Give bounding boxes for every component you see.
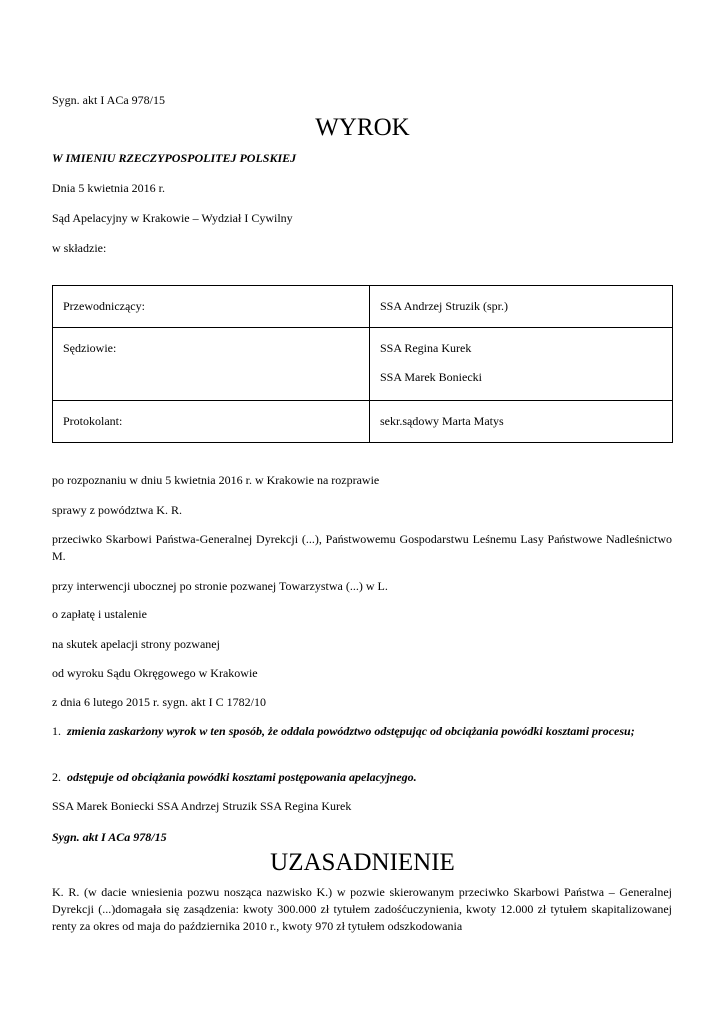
ruling-text: zmienia zaskarżony wyrok w ten sposób, że oddala powództwo odstępując od obciążania powódki kosztami procesu; bbox=[67, 724, 635, 738]
signatures: SSA Marek Boniecki SSA Andrzej Struzik SSA Regina Kurek bbox=[52, 799, 352, 813]
ruling-number: 1. bbox=[52, 724, 61, 738]
date-line: Dnia 5 kwietnia 2016 r. bbox=[52, 181, 165, 195]
bench-table bbox=[52, 285, 673, 443]
judges-cell bbox=[370, 328, 673, 400]
case-reference: Sygn. akt I ACa 978/15 bbox=[52, 93, 165, 107]
clerk-label: Protokolant: bbox=[53, 400, 370, 442]
case-reference-2: Sygn. akt I ACa 978/15 bbox=[52, 830, 167, 844]
intervention-line: przy interwencji ubocznej po stronie pozwanej Towarzystwa (...) w L. bbox=[52, 579, 388, 593]
ruling-text: odstępuje od obciążania powódki kosztami postępowania apelacyjnego. bbox=[67, 770, 417, 784]
judge-name: SSA Regina Kurek bbox=[380, 341, 472, 356]
bench-row-clerk bbox=[53, 400, 673, 442]
clerk-name: sekr.sądowy Marta Matys bbox=[370, 400, 673, 442]
dated-line: z dnia 6 lutego 2015 r. sygn. akt I C 1782/10 bbox=[52, 695, 266, 709]
composition-label: w składzie: bbox=[52, 241, 107, 255]
considered-line: po rozpoznaniu w dniu 5 kwietnia 2016 r. w Krakowie na rozprawie bbox=[52, 473, 380, 487]
ruling-item bbox=[52, 723, 672, 740]
subject-line: o zapłatę i ustalenie bbox=[52, 607, 147, 621]
judge-name: SSA Marek Boniecki bbox=[380, 370, 482, 385]
presiding-label: Przewodniczący: bbox=[53, 286, 370, 328]
justification-title: UZASADNIENIE bbox=[270, 849, 455, 876]
bench-row-presiding bbox=[53, 286, 673, 328]
court-line: Sąd Apelacyjny w Krakowie – Wydział I Cywilny bbox=[52, 211, 293, 225]
judgment-title: WYROK bbox=[315, 114, 410, 141]
judges-label: Sędziowie: bbox=[53, 328, 370, 400]
appeal-line: na skutek apelacji strony pozwanej bbox=[52, 637, 220, 651]
against-line: przeciwko Skarbowi Państwa-Generalnej Dyrekcji (...), Państwowemu Gospodarstwu Leśnemu Lasy Państwowe Nadleśnictwo M. bbox=[52, 532, 672, 563]
invocation: W IMIENIU RZECZYPOSPOLITEJ POLSKIEJ bbox=[52, 151, 297, 165]
bench-row-judges bbox=[53, 328, 673, 400]
presiding-name: SSA Andrzej Struzik (spr.) bbox=[370, 286, 673, 328]
claim-line: sprawy z powództwa K. R. bbox=[52, 503, 182, 517]
ruling-item bbox=[52, 769, 672, 786]
judgment-of-line: od wyroku Sądu Okręgowego w Krakowie bbox=[52, 666, 258, 680]
ruling-number: 2. bbox=[52, 770, 61, 784]
justification-text: K. R. (w dacie wniesienia pozwu nosząca nazwisko K.) w pozwie skierowanym przeciwko Skarbowi Państwa – Generalnej Dyrekcji (...)domagała się zasądzenia: kwoty 300.000 zł tytułem zadośćuczynienia, kwoty 12.000 zł tytułem skapitalizowanej renty za okres od maja do października 2010 r., kwoty 970 zł tytułem odszkodowania bbox=[52, 885, 672, 933]
